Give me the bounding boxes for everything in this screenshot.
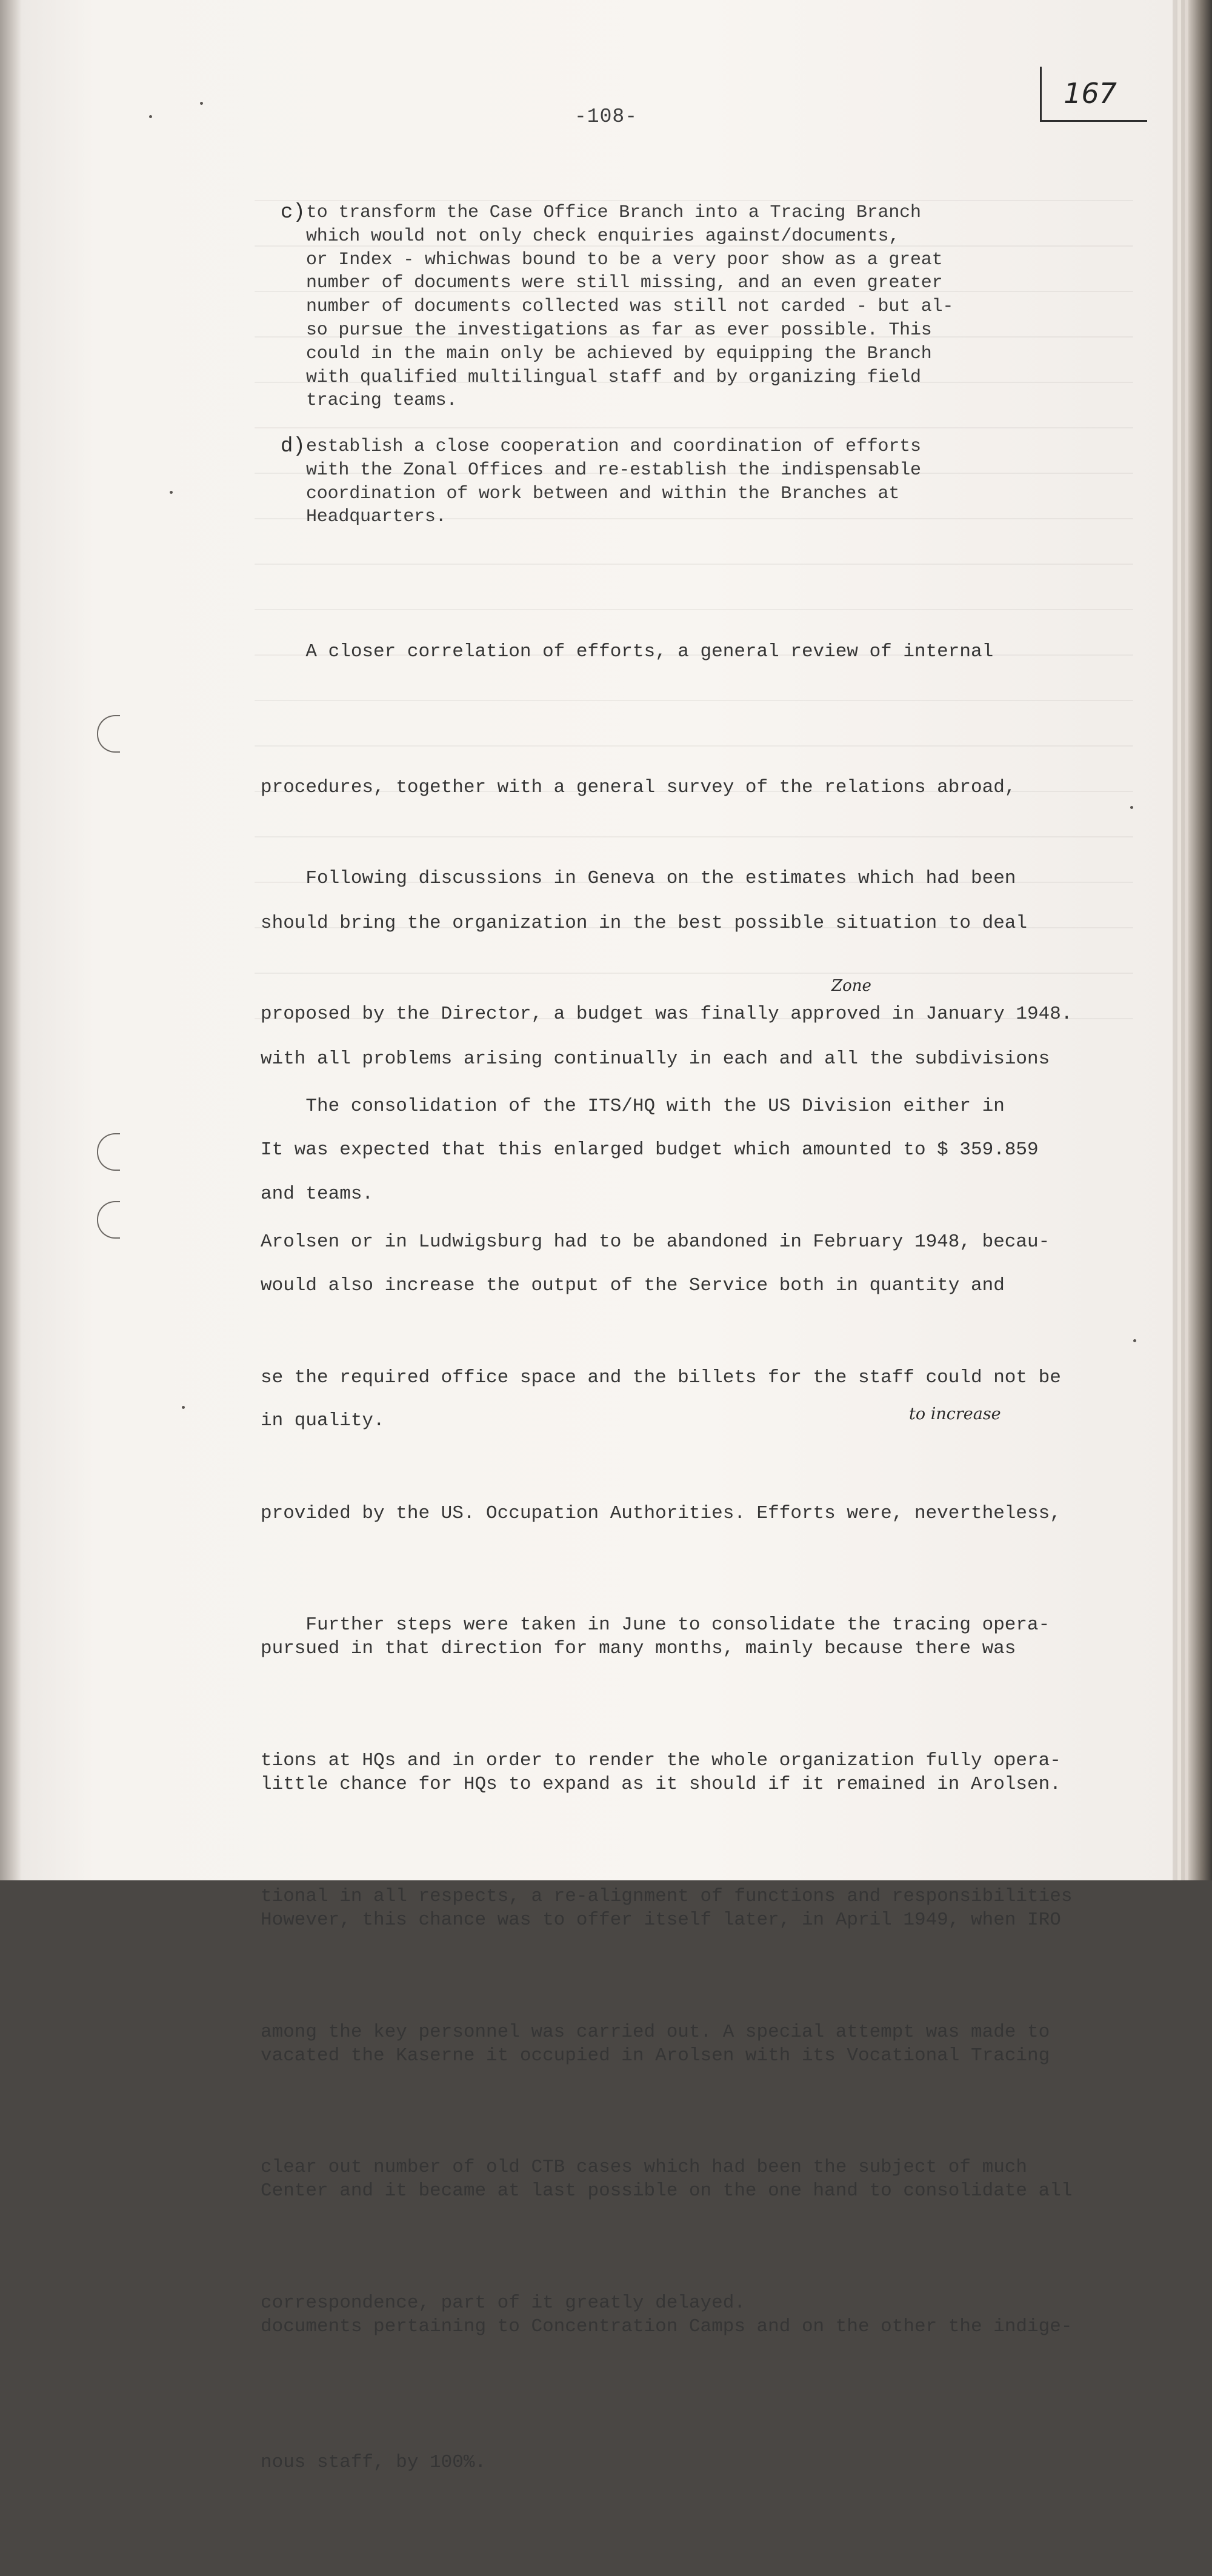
binder-hole xyxy=(97,1133,120,1171)
speck xyxy=(200,102,203,105)
text-line: nous staff, by 100%. xyxy=(261,2452,487,2473)
item-line: with qualified multilingual staff and by organizing field xyxy=(306,367,921,388)
page-number: -108- xyxy=(574,105,638,128)
text-line: tional in all respects, a re-alignment of functions and responsibilities xyxy=(261,1885,1073,1907)
binder-hole xyxy=(97,1201,120,1239)
binding-shadow xyxy=(0,0,22,1880)
item-line: to transform the Case Office Branch into a Tracing Branch xyxy=(306,202,921,223)
text-line: in quality. xyxy=(261,1410,385,1432)
item-line: coordination of work between and within the Branches at xyxy=(306,483,900,504)
item-label: d) xyxy=(281,435,305,458)
speck xyxy=(1133,1339,1136,1342)
list-item-c xyxy=(281,201,1094,413)
text-line: procedures, together with a general survey of the relations abroad, xyxy=(261,776,1016,798)
text-line: documents pertaining to Concentration Camps and on the other the indige- xyxy=(261,2316,1073,2338)
text-line: would also increase the output of the Service both in quantity and xyxy=(261,1274,1005,1296)
text-line: proposed by the Director, a budget was finally approved in January 1948. xyxy=(261,1003,1073,1025)
item-line: or Index - whichwas bound to be a very poor show as a great xyxy=(306,249,943,270)
text-line: among the key personnel was carried out. A special attempt was made to xyxy=(261,2021,1050,2043)
page-edge-line xyxy=(1185,0,1188,1880)
text-line: The consolidation of the ITS/HQ with the US Division either in xyxy=(261,1096,1005,1117)
item-label: c) xyxy=(281,201,305,224)
item-line: tracing teams. xyxy=(306,390,458,411)
text-line: Following discussions in Geneva on the estimates which had been xyxy=(261,868,1016,890)
text-line: pursued in that direction for many months, mainly because there was xyxy=(261,1638,1016,1660)
text-line: However, this chance was to offer itself later, in April 1949, when IRO xyxy=(261,1909,1061,1931)
text-line: Arolsen or in Ludwigsburg had to be abandoned in February 1948, becau- xyxy=(261,1231,1050,1253)
text-line: provided by the US. Occupation Authorities. Efforts were, nevertheless, xyxy=(261,1502,1061,1524)
item-line: which would not only check enquiries against/documents, xyxy=(306,225,900,247)
item-line: Headquarters. xyxy=(306,507,447,528)
binder-hole xyxy=(97,715,120,753)
text-line: tions at HQs and in order to render the whole organization fully opera- xyxy=(261,1749,1061,1771)
text-line: clear out number of old CTB cases which had been the subject of much xyxy=(261,2157,1028,2178)
handwritten-annotation-increase: to increase xyxy=(909,1405,1001,1423)
text-line: Further steps were taken in June to consolidate the tracing opera- xyxy=(261,1614,1050,1636)
text-line: vacated the Kaserne it occupied in Arolsen with its Vocational Tracing xyxy=(261,2045,1050,2066)
list-item-d xyxy=(281,435,1094,529)
text-line: and teams. xyxy=(261,1183,374,1205)
text-line: Center and it became at last possible on the one hand to consolidate all xyxy=(261,2180,1073,2202)
text-line: se the required office space and the billets for the staff could not be xyxy=(261,1366,1061,1388)
page-stack-edge xyxy=(1173,0,1212,1880)
text-line: A closer correlation of efforts, a general review of internal xyxy=(261,641,994,663)
text-line: little chance for HQs to expand as it should if it remained in Arolsen. xyxy=(261,1774,1061,1796)
item-line: number of documents collected was still not carded - but al- xyxy=(306,296,954,318)
speck xyxy=(182,1406,185,1409)
item-line: establish a close cooperation and coordination of efforts xyxy=(306,436,921,457)
text-line: It was expected that this enlarged budget which amounted to $ 359.859 xyxy=(261,1139,1039,1160)
item-line: with the Zonal Offices and re-establish the indispensable xyxy=(306,459,921,481)
text-line: should bring the organization in the best possible situation to deal xyxy=(261,912,1028,934)
paragraph-4 xyxy=(261,1513,1109,2417)
text-line: correspondence, part of it greatly delayed. xyxy=(261,2292,745,2314)
item-line: could in the main only be achieved by equipping the Branch xyxy=(306,343,932,364)
folio-stamp: 167 xyxy=(1040,67,1139,122)
handwritten-annotation-zone: Zone xyxy=(831,977,871,995)
page-edge-line xyxy=(1177,0,1181,1880)
text-line: with all problems arising continually in each and all the subdivisions xyxy=(261,1048,1050,1070)
speck xyxy=(149,115,152,118)
speck xyxy=(170,491,173,494)
item-line: number of documents were still missing, and an even greater xyxy=(306,273,943,294)
speck xyxy=(1130,806,1133,809)
item-line: so pursue the investigations as far as ever possible. This xyxy=(306,319,932,341)
